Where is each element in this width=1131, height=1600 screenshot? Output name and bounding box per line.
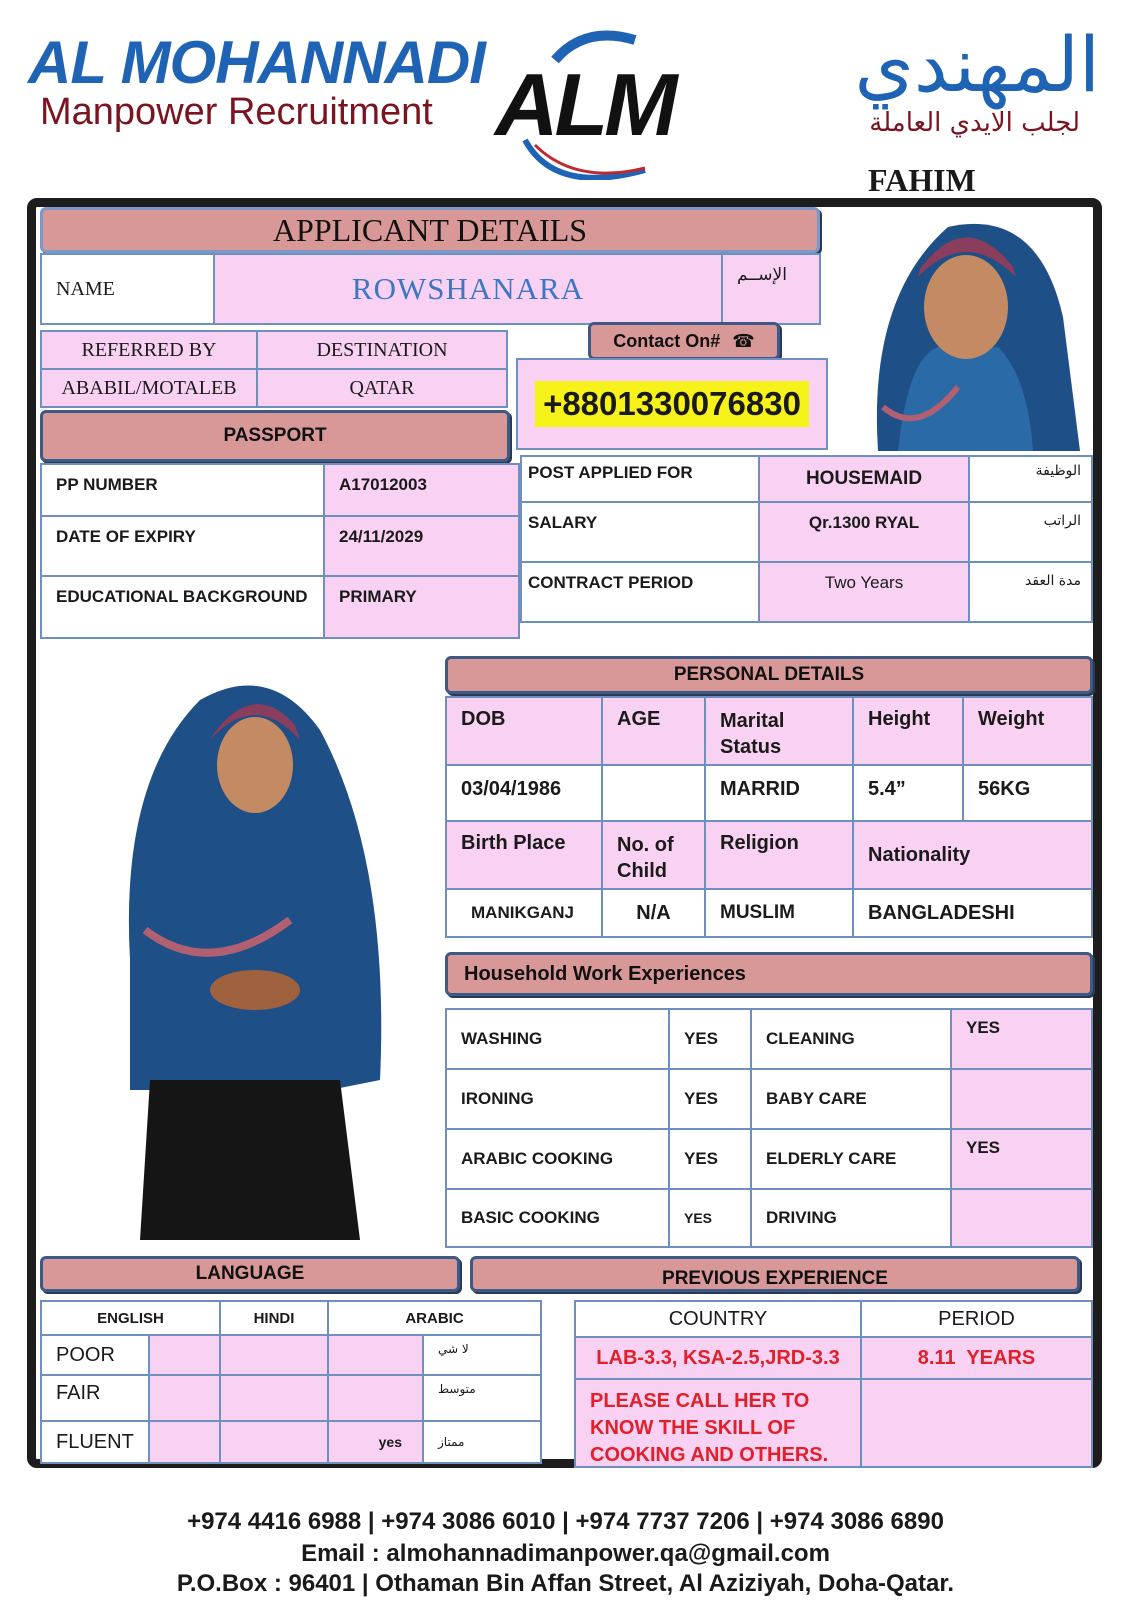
age-value [601,764,706,822]
applicant-details-header: APPLICANT DETAILS [40,207,820,253]
height-label: Height [852,696,964,766]
lang-fluent-label-ar: ممتاز [422,1420,542,1464]
cleaning-label: CLEANING [750,1008,952,1070]
dob-label: DOB [445,696,603,766]
referred-value: ABABIL/MOTALEB [40,368,258,408]
previous-experience-header: PREVIOUS EXPERIENCE [470,1256,1080,1292]
personal-details-header: PERSONAL DETAILS [445,656,1093,694]
weight-label: Weight [962,696,1093,766]
lang-fluent-english [148,1420,221,1464]
portrait-photo [838,207,1080,451]
prev-period-value: 8.11 YEARS [860,1336,1093,1380]
lang-col-hindi: HINDI [219,1300,329,1336]
footer-address: P.O.Box : 96401 | Othaman Bin Affan Street, Al Aziziyah, Doha-Qatar. [176,1570,955,1597]
pp-number-label: PP NUMBER [40,463,325,517]
nationality-value: BANGLADESHI [852,888,1093,938]
contract-label: CONTRACT PERIOD [520,561,760,623]
arabic-subtitle: لجلب الايدي العاملة [869,108,1080,138]
prev-period-label: PERIOD [860,1300,1093,1338]
contact-value[interactable]: +8801330076830 [535,381,809,427]
education-value: PRIMARY [323,575,520,639]
household-header: Household Work Experiences [445,952,1093,996]
alm-logo [495,20,720,180]
elderly-care-value: YES [950,1128,1093,1190]
salary-label: SALARY [520,501,760,563]
religion-label: Religion [704,820,854,890]
passport-header: PASSPORT [40,410,510,462]
cleaning-value: YES [950,1008,1093,1070]
babycare-value [950,1068,1093,1130]
agent-name: FAHIM [868,162,976,198]
washing-value: YES [668,1008,752,1070]
lang-fair-label: FAIR [40,1374,150,1422]
prev-country-value: LAB-3.3, KSA-2.5,JRD-3.3 [574,1336,862,1380]
arabic-cooking-label: ARABIC COOKING [445,1128,670,1190]
age-label: AGE [601,696,706,766]
lang-fluent-label: FLUENT [40,1420,150,1464]
post-value: HOUSEMAID [758,455,970,503]
contract-label-ar: مدة العقد [968,561,1093,623]
lang-fluent-hindi [219,1420,329,1464]
language-header: LANGUAGE [40,1256,460,1292]
phone-icon: ☎ [732,330,755,352]
lang-fair-english [148,1374,221,1422]
contact-header [588,322,780,360]
name-label-ar: الإســم [721,253,821,325]
lang-poor-english [148,1334,221,1376]
lang-poor-label-ar: لا شي [422,1334,542,1376]
dob-value: 03/04/1986 [445,764,603,822]
height-value: 5.4” [852,764,964,822]
name-value: ROWSHANARA [213,253,723,325]
prev-note-blank [860,1378,1093,1468]
lang-fair-hindi [219,1374,329,1422]
children-value: N/A [601,888,706,938]
referred-label: REFERRED BY [40,330,258,370]
expiry-label: DATE OF EXPIRY [40,515,325,577]
lang-fair-label-ar: متوسط [422,1374,542,1422]
birthplace-label: Birth Place [445,820,603,890]
lang-col-arabic: ARABIC [327,1300,542,1336]
logo-text: ALM [495,55,674,154]
salary-label-ar: الراتب [968,501,1093,563]
brand-line2: Manpower Recruitment [40,91,433,133]
footer-email: Email : almohannadimanpower.qa@gmail.com [301,1540,830,1567]
marital-label: Marital Status [704,696,854,766]
ironing-label: IRONING [445,1068,670,1130]
lang-poor-arabic [327,1334,424,1376]
basic-cooking-label: BASIC COOKING [445,1188,670,1248]
brand-line1: AL MOHANNADI [28,29,485,96]
children-label: No. of Child [601,820,706,890]
post-label: POST APPLIED FOR [520,455,760,503]
basic-cooking-value: YES [668,1188,752,1248]
arabic-title: المهندي [854,20,1100,109]
name-label: NAME [40,253,215,325]
prev-note: PLEASE CALL HER TO KNOW THE SKILL OF COOKING AND OTHERS. [574,1378,862,1468]
lang-fair-arabic [327,1374,424,1422]
birthplace-value: MANIKGANJ [445,888,603,938]
education-label: EDUCATIONAL BACKGROUND [40,575,325,639]
post-label-ar: الوظيفة [968,455,1093,503]
pp-number-value: A17012003 [323,463,520,517]
lang-poor-label: POOR [40,1334,150,1376]
expiry-value: 24/11/2029 [323,515,520,577]
washing-label: WASHING [445,1008,670,1070]
driving-value [950,1188,1093,1248]
lang-fluent-arabic: yes [327,1420,424,1464]
arabic-cooking-value: YES [668,1128,752,1190]
destination-value: QATAR [256,368,508,408]
lang-poor-hindi [219,1334,329,1376]
elderly-care-label: ELDERLY CARE [750,1128,952,1190]
weight-value: 56KG [962,764,1093,822]
salary-value: Qr.1300 RYAL [758,501,970,563]
contact-label: Contact On# [613,330,721,351]
contact-box [516,358,828,450]
prev-country-label: COUNTRY [574,1300,862,1338]
full-length-photo [90,660,400,1240]
babycare-label: BABY CARE [750,1068,952,1130]
footer-phones: +974 4416 6988 | +974 3086 6010 | +974 7737 7206 | +974 3086 6890 [187,1508,944,1535]
contract-value: Two Years [758,561,970,623]
nationality-label: Nationality [852,820,1093,890]
lang-col-english: ENGLISH [40,1300,221,1336]
destination-label: DESTINATION [256,330,508,370]
religion-value: MUSLIM [704,888,854,938]
marital-value: MARRID [704,764,854,822]
ironing-value: YES [668,1068,752,1130]
driving-label: DRIVING [750,1188,952,1248]
